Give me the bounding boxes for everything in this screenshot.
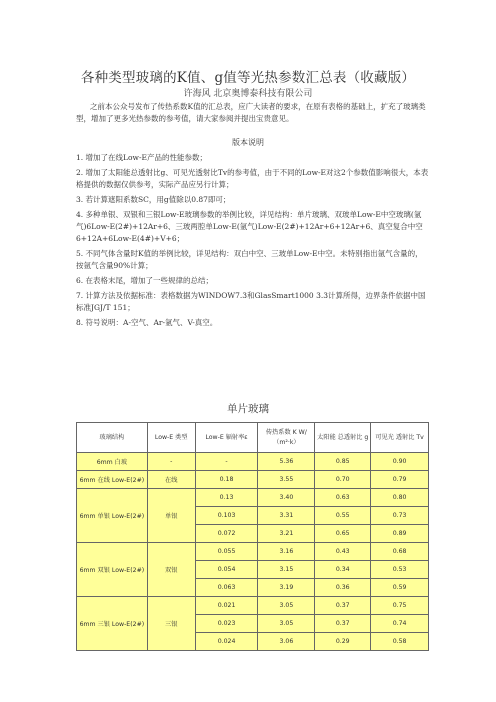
tv-value-cell: 0.75 xyxy=(371,597,429,615)
k-value-cell: 3.16 xyxy=(258,543,315,561)
k-value-cell: 3.19 xyxy=(258,579,315,597)
tv-value-cell: 0.79 xyxy=(371,471,429,489)
emissivity-cell: 0.023 xyxy=(195,615,258,633)
document-title: 各种类型玻璃的K值、g值等光热参数汇总表（收藏版） xyxy=(80,70,416,86)
emissivity-cell: 0.021 xyxy=(195,597,258,615)
g-value-cell: 0.37 xyxy=(315,615,371,633)
table-row xyxy=(77,453,429,471)
glass-structure-cell: 6mm 白玻 xyxy=(77,453,148,471)
section-heading: 版本说明 xyxy=(232,138,264,147)
tv-value-cell: 0.59 xyxy=(371,579,429,597)
k-value-cell: 3.05 xyxy=(258,597,315,615)
emissivity-cell: 0.055 xyxy=(195,543,258,561)
emissivity-cell: 0.024 xyxy=(195,633,258,651)
emissivity-cell: 0.18 xyxy=(195,471,258,489)
g-value-cell: 0.85 xyxy=(315,453,371,471)
k-value-cell: 3.55 xyxy=(258,471,315,489)
note-item: 7. 计算方法及依据标准：表格数据为WINDOW7.3和GlasSmart1000 3.3计算所得，边界条件依据中国标准JGJ/T 151； xyxy=(76,291,426,312)
column-header: Low-E 类型 xyxy=(147,423,195,453)
intro-paragraph: 之前本公众号发布了传热系数K值的汇总表，应广大读者的要求，在原有表格的基础上，扩充了玻璃类型，增加了更多光热参数的参考值，请大家参阅并提出宝贵意见。 xyxy=(76,102,426,123)
tv-value-cell: 0.53 xyxy=(371,561,429,579)
tv-value-cell: 0.80 xyxy=(371,489,429,507)
glass-structure-cell: 6mm 单银 Low-E(2#) xyxy=(77,489,148,543)
lowe-type-cell: 单银 xyxy=(147,489,195,543)
lowe-type-cell: 在线 xyxy=(147,471,195,489)
version-notes xyxy=(76,152,430,332)
g-value-cell: 0.29 xyxy=(315,633,371,651)
column-header: 可见光 透射比 Tv xyxy=(371,423,429,453)
lowe-type-cell: - xyxy=(147,453,195,471)
tv-value-cell: 0.74 xyxy=(371,615,429,633)
g-value-cell: 0.70 xyxy=(315,471,371,489)
k-value-cell: 5.36 xyxy=(258,453,315,471)
tv-value-cell: 0.89 xyxy=(371,525,429,543)
table-header-row xyxy=(77,423,429,453)
note-item: 5. 不同气体含量时K值的举例比较，详见结构：双白中空、三玻单Low-E中空。未特别指出氩气含量的，按氩气含量90%计算； xyxy=(76,249,423,270)
k-value-cell: 3.15 xyxy=(258,561,315,579)
k-value-cell: 3.05 xyxy=(258,615,315,633)
note-item: 4. 多种单银、双银和三银Low-E玻璃参数的举例比较，详见结构：单片玻璃、双玻单Low-E中空玻璃(氩气)6Low-E(2#)+12Ar+6、三玻两腔单Low-E(氩气)Low-E(2#)+12Ar+6+12Ar+6、真空复合中空6+12A+6Low-E(4#)+V+6； xyxy=(76,210,423,243)
tv-value-cell: 0.73 xyxy=(371,507,429,525)
emissivity-cell: 0.13 xyxy=(195,489,258,507)
g-value-cell: 0.43 xyxy=(315,543,371,561)
emissivity-cell: 0.103 xyxy=(195,507,258,525)
k-value-cell: 3.31 xyxy=(258,507,315,525)
g-value-cell: 0.36 xyxy=(315,579,371,597)
note-item: 6. 在表格末尾，增加了一些规律的总结； xyxy=(76,276,214,285)
note-item: 2. 增加了太阳能总透射比g、可见光透射比Tv的参考值，由于不同的Low-E对这2个参数值影响很大，本表格提供的数据仅供参考，实际产品应另行计算； xyxy=(76,168,429,189)
g-value-cell: 0.65 xyxy=(315,525,371,543)
emissivity-cell: 0.072 xyxy=(195,525,258,543)
k-value-cell: 3.40 xyxy=(258,489,315,507)
table-row xyxy=(77,597,429,615)
table-row xyxy=(77,543,429,561)
glass-structure-cell: 6mm 双银 Low-E(2#) xyxy=(77,543,148,597)
author-line: 许海风 北京奥博泰科技有限公司 xyxy=(183,89,313,99)
tv-value-cell: 0.68 xyxy=(371,543,429,561)
table-row xyxy=(77,489,429,507)
column-header: Low-E 辐射率ε xyxy=(195,423,258,453)
g-value-cell: 0.55 xyxy=(315,507,371,525)
note-item: 8. 符号说明：A-空气、Ar-氩气、V-真空。 xyxy=(76,318,218,327)
emissivity-cell: 0.063 xyxy=(195,579,258,597)
g-value-cell: 0.63 xyxy=(315,489,371,507)
lowe-type-cell: 三银 xyxy=(147,597,195,651)
k-value-cell: 3.21 xyxy=(258,525,315,543)
g-value-cell: 0.37 xyxy=(315,597,371,615)
tv-value-cell: 0.90 xyxy=(371,453,429,471)
glass-structure-cell: 6mm 三银 Low-E(2#) xyxy=(77,597,148,651)
column-header: 太阳能 总透射比 g xyxy=(315,423,371,453)
table-title: 单片玻璃 xyxy=(227,403,269,415)
tv-value-cell: 0.58 xyxy=(371,633,429,651)
glass-structure-cell: 6mm 在线 Low-E(2#) xyxy=(77,471,148,489)
note-item: 3. 若计算遮阳系数SC，用g值除以0.87即可； xyxy=(76,195,231,204)
emissivity-cell: - xyxy=(195,453,258,471)
glass-parameter-table xyxy=(76,422,429,651)
lowe-type-cell: 双银 xyxy=(147,543,195,597)
column-header: 传热系数 K W/（m²·k） xyxy=(258,423,315,453)
emissivity-cell: 0.054 xyxy=(195,561,258,579)
g-value-cell: 0.34 xyxy=(315,561,371,579)
k-value-cell: 3.06 xyxy=(258,633,315,651)
column-header: 玻璃结构 xyxy=(77,423,148,453)
note-item: 1. 增加了在线Low-E产品的性能参数； xyxy=(76,153,207,162)
table-row xyxy=(77,471,429,489)
